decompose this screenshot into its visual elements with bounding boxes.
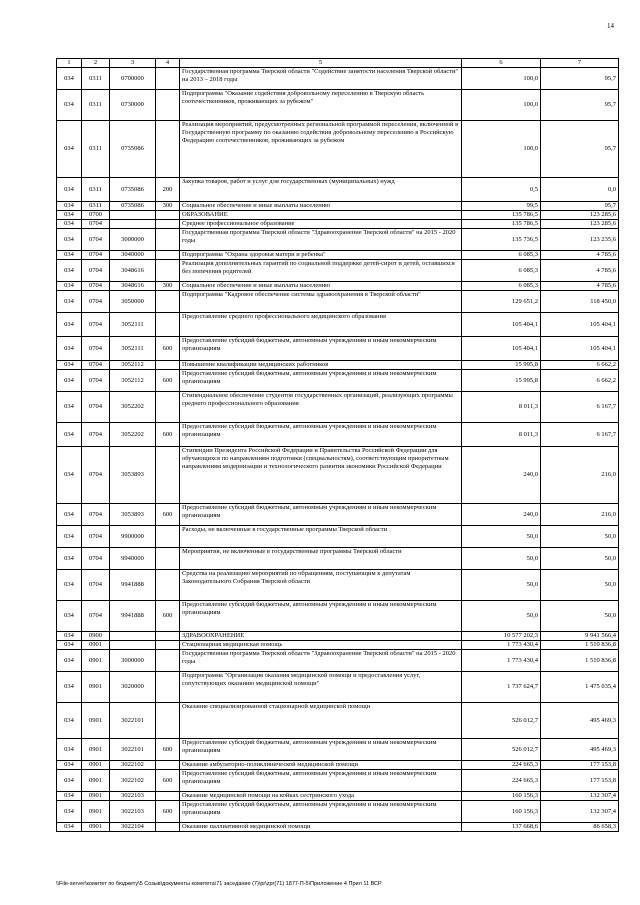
section-code-cell: 0901 (82, 792, 110, 801)
target-article-cell: 3022103 (110, 792, 156, 801)
admin-code-cell: 034 (57, 370, 82, 392)
planned-amount-cell: 0,5 (462, 178, 541, 202)
planned-amount-cell: 1 773 430,4 (462, 650, 541, 672)
section-code-cell: 0311 (82, 178, 110, 202)
table-row (57, 68, 619, 90)
target-article-cell: 3022103 (110, 801, 156, 823)
table-row (57, 650, 619, 672)
section-code-cell: 0704 (82, 313, 110, 337)
expense-type-cell: 600 (156, 423, 180, 447)
admin-code-cell: 034 (57, 260, 82, 282)
expense-type-cell (156, 392, 180, 423)
header-col-6: 6 (462, 59, 541, 68)
expense-type-cell: 200 (156, 178, 180, 202)
executed-amount-cell: 50,0 (541, 526, 619, 548)
table-row (57, 291, 619, 313)
description-cell: ОБРАЗОВАНИЕ (180, 211, 462, 220)
table-row (57, 337, 619, 361)
description-cell: Предоставление субсидий бюджетным, автономным учреждениям и иным некоммерческим организациям (180, 601, 462, 632)
expense-type-cell (156, 447, 180, 504)
executed-amount-cell: 50,0 (541, 548, 619, 570)
executed-amount-cell: 132 307,4 (541, 801, 619, 823)
expense-type-cell (156, 761, 180, 770)
file-path-footer: \\File-server\комитет по бюджету\5 Созыв\документы комитета\71 заседание (7)\pr\zpr(71) 1877-П-5\Приложение 4 Прил 11 ВСР (56, 881, 382, 887)
expense-type-cell (156, 291, 180, 313)
header-col-7: 7 (541, 59, 619, 68)
admin-code-cell: 034 (57, 792, 82, 801)
planned-amount-cell: 99,5 (462, 202, 541, 211)
section-code-cell: 0901 (82, 770, 110, 792)
section-code-cell: 0704 (82, 447, 110, 504)
header-row (57, 59, 619, 68)
target-article-cell: 3000000 (110, 229, 156, 251)
description-cell: Стационарная медицинская помощь (180, 641, 462, 650)
planned-amount-cell: 135 786,5 (462, 211, 541, 220)
header-col-5: 5 (180, 59, 462, 68)
executed-amount-cell: 86 658,3 (541, 823, 619, 832)
planned-amount-cell: 1 773 430,4 (462, 641, 541, 650)
expense-type-cell: 600 (156, 770, 180, 792)
section-code-cell: 0704 (82, 251, 110, 260)
table-row (57, 504, 619, 526)
executed-amount-cell: 1 510 836,8 (541, 641, 619, 650)
description-cell: Оказание паллиативной медицинской помощи (180, 823, 462, 832)
header-col-3: 3 (110, 59, 156, 68)
executed-amount-cell: 0,0 (541, 178, 619, 202)
expense-type-cell (156, 641, 180, 650)
expense-type-cell (156, 570, 180, 601)
target-article-cell: 3022102 (110, 770, 156, 792)
section-code-cell: 0704 (82, 392, 110, 423)
expense-type-cell (156, 792, 180, 801)
table-row (57, 801, 619, 823)
executed-amount-cell: 177 153,8 (541, 770, 619, 792)
description-cell: Оказание амбулаторно-поликлинической медицинской помощи (180, 761, 462, 770)
target-article-cell (110, 632, 156, 641)
planned-amount-cell: 6 085,3 (462, 251, 541, 260)
target-article-cell: 3052111 (110, 337, 156, 361)
executed-amount-cell: 6 662,2 (541, 370, 619, 392)
expense-type-cell (156, 526, 180, 548)
table-row (57, 548, 619, 570)
section-code-cell: 0704 (82, 220, 110, 229)
admin-code-cell: 034 (57, 229, 82, 251)
expense-type-cell: 600 (156, 337, 180, 361)
table-row (57, 447, 619, 504)
target-article-cell: 9900000 (110, 526, 156, 548)
planned-amount-cell: 224 665,3 (462, 770, 541, 792)
planned-amount-cell: 137 668,6 (462, 823, 541, 832)
executed-amount-cell: 216,0 (541, 504, 619, 526)
section-code-cell: 0704 (82, 548, 110, 570)
admin-code-cell: 034 (57, 392, 82, 423)
table-row (57, 423, 619, 447)
executed-amount-cell: 6 167,7 (541, 423, 619, 447)
expense-type-cell (156, 823, 180, 832)
section-code-cell: 0901 (82, 650, 110, 672)
admin-code-cell: 034 (57, 570, 82, 601)
table-row (57, 178, 619, 202)
table-row (57, 392, 619, 423)
planned-amount-cell: 100,0 (462, 68, 541, 90)
expense-type-cell (156, 229, 180, 251)
target-article-cell: 0735086 (110, 178, 156, 202)
section-code-cell: 0704 (82, 291, 110, 313)
table-row (57, 703, 619, 739)
section-code-cell: 0311 (82, 202, 110, 211)
description-cell: Предоставление субсидий бюджетным, автономным учреждениям и иным некоммерческим организациям (180, 770, 462, 792)
executed-amount-cell: 105 404,1 (541, 337, 619, 361)
header-col-1: 1 (57, 59, 82, 68)
expense-type-cell: 300 (156, 282, 180, 291)
executed-amount-cell: 118 450,0 (541, 291, 619, 313)
target-article-cell: 0730000 (110, 90, 156, 121)
section-code-cell: 0704 (82, 337, 110, 361)
target-article-cell: 0735086 (110, 202, 156, 211)
table-row (57, 229, 619, 251)
admin-code-cell: 034 (57, 423, 82, 447)
admin-code-cell: 034 (57, 337, 82, 361)
executed-amount-cell: 105 404,1 (541, 313, 619, 337)
table-row (57, 211, 619, 220)
planned-amount-cell: 526 012,7 (462, 739, 541, 761)
admin-code-cell: 034 (57, 178, 82, 202)
target-article-cell: 3052202 (110, 392, 156, 423)
target-article-cell (110, 641, 156, 650)
executed-amount-cell: 95,7 (541, 90, 619, 121)
description-cell: Подпрограмма "Организация оказания медицинской помощи и предоставления услуг, сопутствующих оказанию медицинской помощи" (180, 672, 462, 703)
table-row (57, 770, 619, 792)
expense-type-cell: 300 (156, 202, 180, 211)
section-code-cell: 0900 (82, 632, 110, 641)
header-col-2: 2 (82, 59, 110, 68)
table-row (57, 260, 619, 282)
target-article-cell: 3040000 (110, 251, 156, 260)
target-article-cell: 3048616 (110, 260, 156, 282)
admin-code-cell: 034 (57, 526, 82, 548)
table-row (57, 202, 619, 211)
admin-code-cell: 034 (57, 823, 82, 832)
section-code-cell: 0704 (82, 370, 110, 392)
table-row (57, 282, 619, 291)
description-cell: Предоставление субсидий бюджетным, автономным учреждениям и иным некоммерческим организациям (180, 801, 462, 823)
planned-amount-cell: 6 085,3 (462, 282, 541, 291)
planned-amount-cell: 8 011,3 (462, 392, 541, 423)
planned-amount-cell: 240,0 (462, 447, 541, 504)
admin-code-cell: 034 (57, 650, 82, 672)
description-cell: Закупка товаров, работ и услуг для государственных (муниципальных) нужд (180, 178, 462, 202)
table-row (57, 641, 619, 650)
planned-amount-cell: 100,0 (462, 121, 541, 178)
description-cell: Повышение квалификации медицинских работников (180, 361, 462, 370)
table-row (57, 823, 619, 832)
expense-type-cell (156, 220, 180, 229)
description-cell: Предоставление среднего профессионального медицинского образования (180, 313, 462, 337)
description-cell: Государственная программа Тверской области "Здравоохранение Тверской области" на 2015 - 2020 годы (180, 229, 462, 251)
table-row (57, 370, 619, 392)
executed-amount-cell: 50,0 (541, 570, 619, 601)
planned-amount-cell: 50,0 (462, 526, 541, 548)
admin-code-cell: 034 (57, 121, 82, 178)
description-cell: Оказание медицинской помощи на койках сестринского ухода (180, 792, 462, 801)
description-cell: Оказание специализированной стационарной медицинской помощи (180, 703, 462, 739)
executed-amount-cell: 4 785,6 (541, 260, 619, 282)
section-code-cell: 0901 (82, 672, 110, 703)
planned-amount-cell: 105 404,1 (462, 337, 541, 361)
planned-amount-cell: 50,0 (462, 548, 541, 570)
table-row (57, 570, 619, 601)
expense-type-cell (156, 548, 180, 570)
table-row (57, 672, 619, 703)
description-cell: Расходы, не включенные в государственные программы Тверской области (180, 526, 462, 548)
admin-code-cell: 034 (57, 703, 82, 739)
expense-type-cell: 600 (156, 370, 180, 392)
section-code-cell: 0704 (82, 601, 110, 632)
executed-amount-cell: 95,7 (541, 121, 619, 178)
planned-amount-cell: 135 786,5 (462, 220, 541, 229)
target-article-cell: 3052202 (110, 423, 156, 447)
admin-code-cell: 034 (57, 601, 82, 632)
target-article-cell: 3050000 (110, 291, 156, 313)
executed-amount-cell: 123 285,6 (541, 211, 619, 220)
description-cell: Предоставление субсидий бюджетным, автономным учреждениям и иным некоммерческим организациям (180, 370, 462, 392)
section-code-cell: 0311 (82, 121, 110, 178)
planned-amount-cell: 50,0 (462, 601, 541, 632)
table-row (57, 526, 619, 548)
description-cell: Подпрограмма "Оказание содействия добровольному переселению в Тверскую область соотечественников, проживающих за рубежом" (180, 90, 462, 121)
expense-type-cell (156, 251, 180, 260)
description-cell: Государственная программа Тверской области "Содействие занятости населения Тверской области" на 2013 – 2018 годы (180, 68, 462, 90)
table-row (57, 121, 619, 178)
expense-type-cell (156, 361, 180, 370)
expense-type-cell (156, 313, 180, 337)
description-cell: Мероприятия, не включенные в государственные программы Тверской области (180, 548, 462, 570)
planned-amount-cell: 50,0 (462, 570, 541, 601)
expense-type-cell (156, 211, 180, 220)
target-article-cell (110, 220, 156, 229)
planned-amount-cell: 8 011,3 (462, 423, 541, 447)
executed-amount-cell: 95,7 (541, 68, 619, 90)
table-row (57, 313, 619, 337)
description-cell: Среднее профессиональное образование (180, 220, 462, 229)
executed-amount-cell: 4 785,6 (541, 251, 619, 260)
target-article-cell: 3053893 (110, 504, 156, 526)
section-code-cell: 0901 (82, 761, 110, 770)
description-cell: Стипендиальное обеспечение студентов государственных организаций, реализующих программы среднего профессионального образования (180, 392, 462, 423)
expense-type-cell: 600 (156, 504, 180, 526)
target-article-cell: 0700000 (110, 68, 156, 90)
target-article-cell: 9941888 (110, 570, 156, 601)
executed-amount-cell: 123 235,6 (541, 229, 619, 251)
planned-amount-cell: 135 736,5 (462, 229, 541, 251)
executed-amount-cell: 1 510 836,8 (541, 650, 619, 672)
target-article-cell: 3022101 (110, 739, 156, 761)
planned-amount-cell: 10 577 202,3 (462, 632, 541, 641)
description-cell: Государственная программа Тверской области "Здравоохранение Тверской области" на 2015 - 2020 годы (180, 650, 462, 672)
admin-code-cell: 034 (57, 313, 82, 337)
description-cell: Стипендии Президента Российской Федерации и Правительства Российской Федерации для обучающихся по направлениям подготовки (специальностям), соответствующим приоритетным направлениям модернизации и технологического развития экономики Российской Федерации (180, 447, 462, 504)
target-article-cell: 3020000 (110, 672, 156, 703)
target-article-cell (110, 211, 156, 220)
expense-type-cell (156, 68, 180, 90)
table-row (57, 739, 619, 761)
target-article-cell: 3052111 (110, 313, 156, 337)
admin-code-cell: 034 (57, 68, 82, 90)
description-cell: Предоставление субсидий бюджетным, автономным учреждениям и иным некоммерческим организациям (180, 739, 462, 761)
executed-amount-cell: 9 941 566,4 (541, 632, 619, 641)
executed-amount-cell: 50,0 (541, 601, 619, 632)
admin-code-cell: 034 (57, 548, 82, 570)
table-row (57, 632, 619, 641)
description-cell: Предоставление субсидий бюджетным, автономным учреждениям и иным некоммерческим организациям (180, 337, 462, 361)
admin-code-cell: 034 (57, 504, 82, 526)
executed-amount-cell: 95,7 (541, 202, 619, 211)
admin-code-cell: 034 (57, 641, 82, 650)
section-code-cell: 0704 (82, 504, 110, 526)
target-article-cell: 3022101 (110, 703, 156, 739)
executed-amount-cell: 495 469,3 (541, 703, 619, 739)
target-article-cell: 3048616 (110, 282, 156, 291)
table-row (57, 761, 619, 770)
table-row (57, 220, 619, 229)
executed-amount-cell: 123 285,6 (541, 220, 619, 229)
executed-amount-cell: 132 307,4 (541, 792, 619, 801)
admin-code-cell: 034 (57, 282, 82, 291)
executed-amount-cell: 216,0 (541, 447, 619, 504)
section-code-cell: 0700 (82, 211, 110, 220)
admin-code-cell: 034 (57, 220, 82, 229)
planned-amount-cell: 129 651,2 (462, 291, 541, 313)
description-cell: Средства на реализацию мероприятий по обращениям, поступающим к депутатам Законодательного Собрания Тверской области (180, 570, 462, 601)
section-code-cell: 0901 (82, 801, 110, 823)
admin-code-cell: 034 (57, 90, 82, 121)
expense-type-cell (156, 260, 180, 282)
section-code-cell: 0704 (82, 229, 110, 251)
section-code-cell: 0901 (82, 739, 110, 761)
executed-amount-cell: 1 475 035,4 (541, 672, 619, 703)
admin-code-cell: 034 (57, 211, 82, 220)
expense-type-cell (156, 90, 180, 121)
expense-type-cell (156, 703, 180, 739)
executed-amount-cell: 4 785,6 (541, 282, 619, 291)
admin-code-cell: 034 (57, 770, 82, 792)
target-article-cell: 0735086 (110, 121, 156, 178)
budget-table (56, 58, 619, 832)
header-col-4: 4 (156, 59, 180, 68)
planned-amount-cell: 160 156,3 (462, 801, 541, 823)
description-cell: Подпрограмма "Кадровое обеспечение системы здравоохранения в Тверской области" (180, 291, 462, 313)
section-code-cell: 0901 (82, 703, 110, 739)
description-cell: Подпрограмма "Охрана здоровья матери и ребенка" (180, 251, 462, 260)
expense-type-cell (156, 672, 180, 703)
admin-code-cell: 034 (57, 291, 82, 313)
section-code-cell: 0704 (82, 423, 110, 447)
admin-code-cell: 034 (57, 251, 82, 260)
section-code-cell: 0901 (82, 641, 110, 650)
executed-amount-cell: 6 167,7 (541, 392, 619, 423)
admin-code-cell: 034 (57, 739, 82, 761)
description-cell: Реализация мероприятий, предусмотренных региональной программой переселения, включенной в Государственную программу по оказанию содействия добровольному переселению в Российскую Федерацию соотечественников, проживающих за рубежом (180, 121, 462, 178)
section-code-cell: 0311 (82, 68, 110, 90)
expense-type-cell (156, 121, 180, 178)
section-code-cell: 0704 (82, 526, 110, 548)
description-cell: ЗДРАВООХРАНЕНИЕ (180, 632, 462, 641)
planned-amount-cell: 100,0 (462, 90, 541, 121)
planned-amount-cell: 15 995,8 (462, 361, 541, 370)
description-cell: Предоставление субсидий бюджетным, автономным учреждениям и иным некоммерческим организациям (180, 423, 462, 447)
section-code-cell: 0704 (82, 260, 110, 282)
planned-amount-cell: 526 012,7 (462, 703, 541, 739)
expense-type-cell: 600 (156, 601, 180, 632)
admin-code-cell: 034 (57, 801, 82, 823)
target-article-cell: 3000000 (110, 650, 156, 672)
expense-type-cell (156, 650, 180, 672)
section-code-cell: 0704 (82, 361, 110, 370)
admin-code-cell: 034 (57, 447, 82, 504)
section-code-cell: 0901 (82, 823, 110, 832)
planned-amount-cell: 15 995,8 (462, 370, 541, 392)
target-article-cell: 9940000 (110, 548, 156, 570)
section-code-cell: 0704 (82, 282, 110, 291)
expense-type-cell (156, 632, 180, 641)
table-row (57, 792, 619, 801)
section-code-cell: 0704 (82, 570, 110, 601)
description-cell: Предоставление субсидий бюджетным, автономным учреждениям и иным некоммерческим организациям (180, 504, 462, 526)
table-row (57, 251, 619, 260)
planned-amount-cell: 105 404,1 (462, 313, 541, 337)
target-article-cell: 3052112 (110, 370, 156, 392)
section-code-cell: 0311 (82, 90, 110, 121)
planned-amount-cell: 224 665,3 (462, 761, 541, 770)
admin-code-cell: 034 (57, 632, 82, 641)
page-number: 14 (607, 22, 614, 30)
target-article-cell: 3052112 (110, 361, 156, 370)
admin-code-cell: 034 (57, 761, 82, 770)
table-row (57, 601, 619, 632)
description-cell: Реализация дополнительных гарантий по социальной поддержке детей-сирот и детей, оставшихся без попечения родителей (180, 260, 462, 282)
admin-code-cell: 034 (57, 361, 82, 370)
executed-amount-cell: 6 662,2 (541, 361, 619, 370)
admin-code-cell: 034 (57, 672, 82, 703)
executed-amount-cell: 495 469,3 (541, 739, 619, 761)
target-article-cell: 9941888 (110, 601, 156, 632)
expense-type-cell: 600 (156, 801, 180, 823)
table-row (57, 361, 619, 370)
target-article-cell: 3053893 (110, 447, 156, 504)
expense-type-cell: 600 (156, 739, 180, 761)
description-cell: Социальное обеспечение и иные выплаты населению (180, 282, 462, 291)
planned-amount-cell: 240,0 (462, 504, 541, 526)
target-article-cell: 3022102 (110, 761, 156, 770)
executed-amount-cell: 177 153,8 (541, 761, 619, 770)
target-article-cell: 3022104 (110, 823, 156, 832)
description-cell: Социальное обеспечение и иные выплаты населению (180, 202, 462, 211)
table-row (57, 90, 619, 121)
planned-amount-cell: 160 156,3 (462, 792, 541, 801)
admin-code-cell: 034 (57, 202, 82, 211)
planned-amount-cell: 1 737 624,7 (462, 672, 541, 703)
planned-amount-cell: 6 085,3 (462, 260, 541, 282)
